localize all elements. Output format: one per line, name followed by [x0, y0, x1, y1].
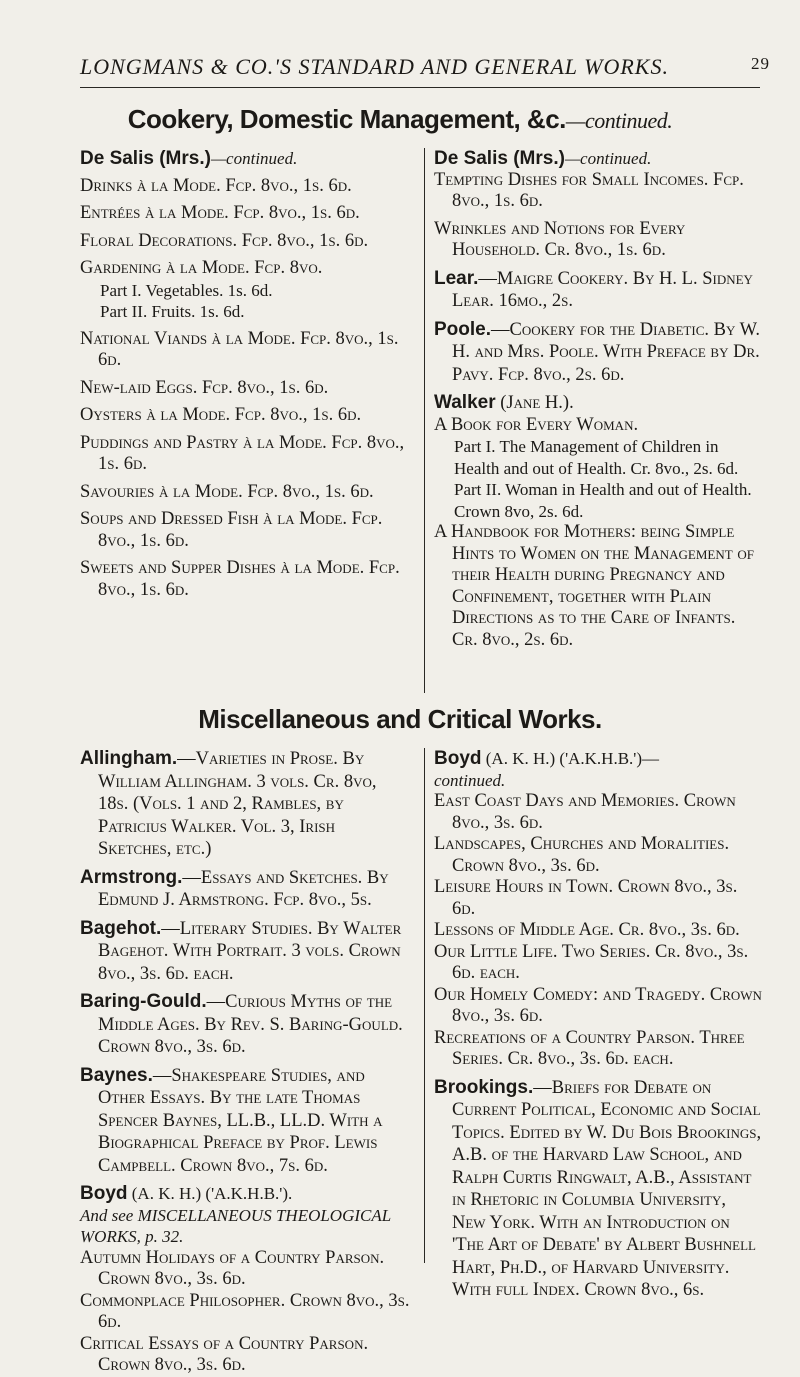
- list-item: A Handbook for Mothers: being Simple Hints to Women on the Management of their Health during Pregnancy and Confinement, together with Plain Directions as to the Care of Infants. Cr. 8vo., 2s. 6d.: [434, 522, 754, 650]
- cookery-left-column: [80, 148, 410, 607]
- allingham-entry: Allingham.—Varieties in Prose. By William Allingham. 3 vols. Cr. 8vo, 18s. (Vols. 1 and 2, Rambles, by Patricius Walker. Vol. 3, Irish Sketches, etc.): [80, 748, 377, 859]
- list-item: National Viands à la Mode. Fcp. 8vo., 1s. 6d.: [80, 328, 399, 370]
- list-item: Recreations of a Country Parson. Three Series. Cr. 8vo., 3s. 6d. each.: [434, 1027, 745, 1069]
- poole-entry: Poole.—Cookery for the Diabetic. By W. H. and Mrs. Poole. With Preface by Dr. Pavy. Fcp. 8vo., 2s. 6d.: [434, 318, 761, 385]
- lear-entry: Lear.—Maigre Cookery. By H. L. Sidney Lear. 16mo., 2s.: [434, 267, 753, 311]
- baring-gould-entry: Baring-Gould.—Curious Myths of the Middle Ages. By Rev. S. Baring-Gould. Crown 8vo., 3s. 6d.: [80, 991, 403, 1057]
- list-item: Lessons of Middle Age. Cr. 8vo., 3s. 6d.: [434, 920, 740, 940]
- list-item: A Book for Every Woman.: [434, 414, 639, 435]
- list-item: Oysters à la Mode. Fcp. 8vo., 1s. 6d.: [80, 405, 362, 425]
- list-item: Our Homely Comedy: and Tragedy. Crown 8vo., 3s. 6d.: [434, 984, 762, 1026]
- boyd-cont-entry: Boyd (A. K. H.) ('A.K.H.B.')—: [434, 748, 660, 769]
- misc-heading: Miscellaneous and Critical Works.: [198, 704, 602, 734]
- list-item: Wrinkles and Notions for Every Household. Cr. 8vo., 1s. 6d.: [434, 218, 686, 260]
- de-salis-cont-entry: De Salis (Mrs.)—continued.: [434, 148, 652, 169]
- list-item: Our Little Life. Two Series. Cr. 8vo., 3s. 6d. each.: [434, 941, 749, 983]
- list-item: Part I. The Management of Children in Health and out of Health. Cr. 8vo., 2s. 6d.: [454, 437, 739, 478]
- list-item: Floral Decorations. Fcp. 8vo., 1s. 6d.: [80, 230, 369, 251]
- walker-entry: Walker (Jane H.).: [434, 392, 574, 413]
- header-rule: [80, 87, 760, 88]
- boyd-entry: Boyd (A. K. H.) ('A.K.H.B.').: [80, 1183, 293, 1204]
- list-item: Soups and Dressed Fish à la Mode. Fcp. 8vo., 1s. 6d.: [80, 509, 383, 551]
- bagehot-entry: Bagehot.—Literary Studies. By Walter Bagehot. With Portrait. 3 vols. Crown 8vo., 3s. 6d. each.: [80, 917, 402, 984]
- boyd-continued: continued.: [434, 770, 506, 790]
- list-item: New-laid Eggs. Fcp. 8vo., 1s. 6d.: [80, 377, 329, 398]
- baynes-entry: Baynes.—Shakespeare Studies, and Other Essays. By the late Thomas Spencer Baynes, LL.B., LL.D. With a Biographical Preface by Prof. Lewis Campbell. Crown 8vo., 7s. 6d.: [80, 1064, 383, 1176]
- list-item: Savouries à la Mode. Fcp. 8vo., 1s. 6d.: [80, 481, 374, 502]
- list-item: Critical Essays of a Country Parson. Crown 8vo., 3s. 6d.: [80, 1333, 369, 1375]
- running-head: [80, 54, 770, 80]
- list-item: Autumn Holidays of a Country Parson. Crown 8vo., 3s. 6d.: [80, 1247, 385, 1289]
- brookings-entry: Brookings.—Briefs for Debate on Current Political, Economic and Social Topics. Edited by W. Du Bois Brookings, A.B. of the Harvard Law School, and Ralph Curtis Ringwalt, A.B., Assistant in Rhetoric in Columbia University, New York. With an Introduction on 'The Art of Debate' by Albert Bushnell Hart, Ph.D., of Harvard University. With full Index. Crown 8vo., 6s.: [434, 1076, 762, 1300]
- list-item: Part II. Fruits. 1s. 6d.: [100, 302, 245, 321]
- list-item: Part I. Vegetables. 1s. 6d.: [100, 280, 273, 300]
- list-item: Puddings and Pastry à la Mode. Fcp. 8vo., 1s. 6d.: [80, 432, 405, 474]
- list-item: East Coast Days and Memories. Crown 8vo., 3s. 6d.: [434, 791, 736, 833]
- misc-left-column: [80, 748, 410, 1377]
- armstrong-entry: Armstrong.—Essays and Sketches. By Edmund J. Armstrong. Fcp. 8vo., 5s.: [80, 866, 389, 910]
- de-salis-entry: De Salis (Mrs.)—continued.: [80, 148, 298, 169]
- column-divider: [424, 148, 425, 693]
- list-item: Tempting Dishes for Small Incomes. Fcp. 8vo., 1s. 6d.: [434, 169, 744, 211]
- list-item: Part II. Woman in Health and out of Health. Crown 8vo, 2s. 6d.: [454, 480, 752, 521]
- cookery-heading: Cookery, Domestic Management, &c.—continued.: [127, 104, 673, 134]
- page-number: 29: [751, 54, 770, 73]
- list-item: Entrées à la Mode. Fcp. 8vo., 1s. 6d.: [80, 203, 360, 223]
- column-divider: [424, 748, 425, 1263]
- running-head-title: LONGMANS & CO.'S STANDARD AND GENERAL WORKS.: [80, 54, 669, 79]
- misc-right-column: [434, 748, 764, 1302]
- cookery-right-column: [434, 148, 764, 651]
- list-item: Leisure Hours in Town. Crown 8vo., 3s. 6d.: [434, 877, 738, 919]
- list-item: Sweets and Supper Dishes à la Mode. Fcp. 8vo., 1s. 6d.: [80, 558, 400, 600]
- boyd-see-also: And see MISCELLANEOUS THEOLOGICAL WORKS, p. 32.: [80, 1205, 391, 1246]
- list-item: Drinks à la Mode. Fcp. 8vo., 1s. 6d.: [80, 175, 352, 196]
- list-item: Landscapes, Churches and Moralities. Crown 8vo., 3s. 6d.: [434, 834, 730, 876]
- list-item: Commonplace Philosopher. Crown 8vo., 3s. 6d.: [80, 1290, 410, 1332]
- list-item: Gardening à la Mode. Fcp. 8vo.: [80, 258, 323, 278]
